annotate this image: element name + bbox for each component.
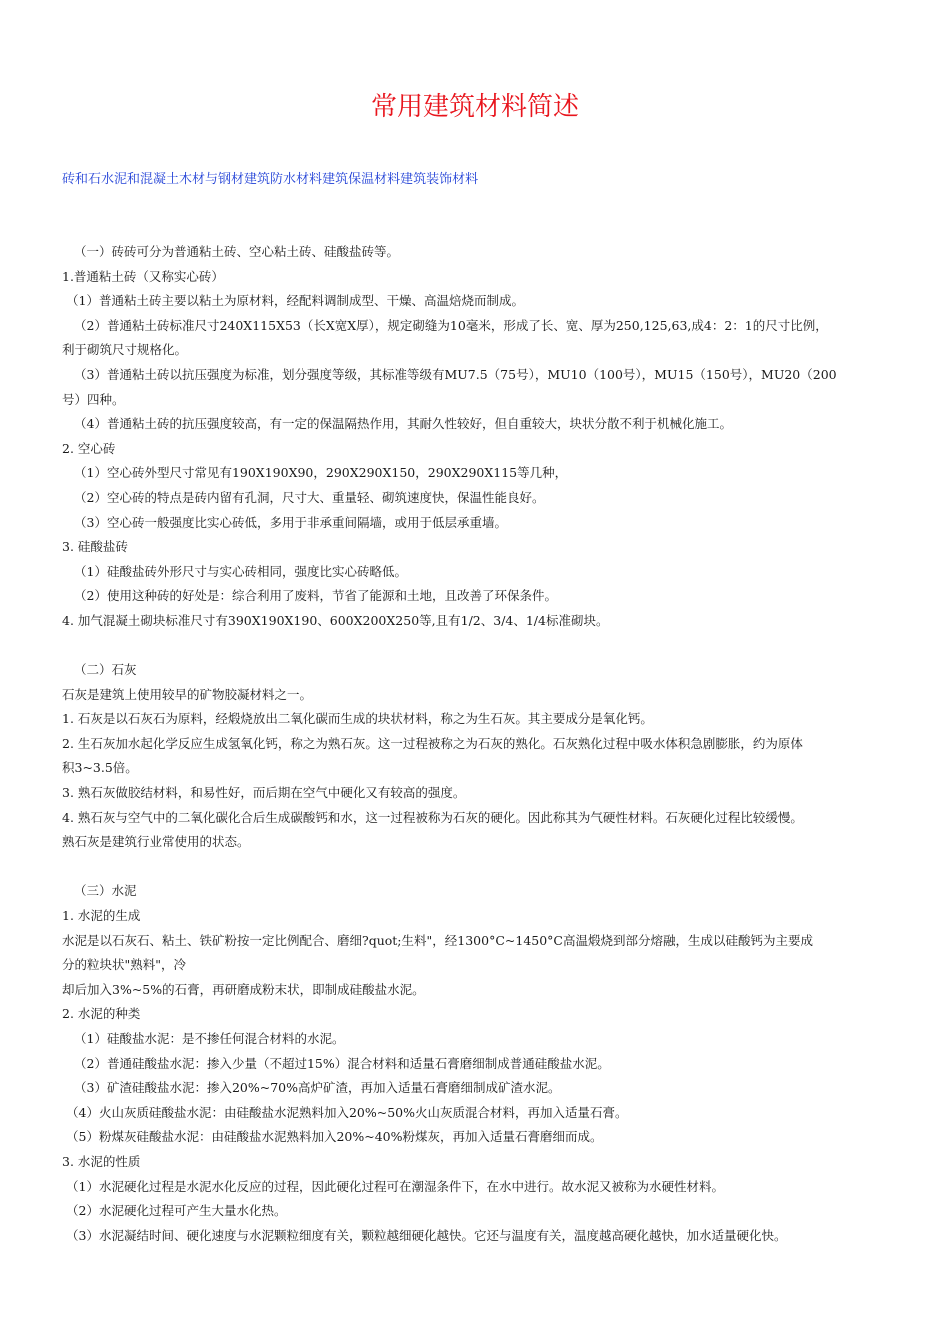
text-line: （2）使用这种砖的好处是：综合利用了废料，节省了能源和土地，且改善了环保条件。 — [74, 588, 557, 604]
nav-link-decoration[interactable]: 建筑装饰材料 — [400, 172, 479, 187]
text-line: （1）普通粘土砖主要以粘土为原材料，经配料调制成型、干燥、高温焙烧而制成。 — [66, 293, 524, 309]
text-line: （3）水泥凝结时间、硬化速度与水泥颗粒细度有关，颗粒越细硬化越快。它还与温度有关，温度越高硬化越快，加水适量硬化快。 — [66, 1227, 787, 1243]
text-line: （1）硅酸盐水泥：是不掺任何混合材料的水泥。 — [74, 1031, 345, 1046]
document-body — [62, 240, 892, 1248]
nav-link-insulation[interactable]: 建筑保温材料 — [322, 172, 401, 187]
text-line: （2）普通粘土砖标准尺寸240X115X53（长X宽X厚），规定砌缝为10毫米，形成了长、宽、厚为250,125,63,成4：2：1的尺寸比例， — [74, 317, 828, 333]
text-line: 4. 加气混凝土砌块标准尺寸有390X190X190、600X200X250等,且有1/2、3/4、1/4标准砌块。 — [62, 612, 609, 628]
text-line: 积3~3.5倍。 — [62, 760, 138, 776]
text-line: 3. 水泥的性质 — [62, 1153, 141, 1169]
paragraph-gap — [62, 855, 892, 880]
text-line: （2）普通硅酸盐水泥：掺入少量（不超过15%）混合材料和适量石膏磨细制成普通硅酸盐水泥。 — [74, 1055, 610, 1071]
text-line: 3. 熟石灰做胶结材料，和易性好，而后期在空气中硬化又有较高的强度。 — [62, 785, 466, 801]
text-line: （4）火山灰质硅酸盐水泥：由硅酸盐水泥熟料加入20%~50%火山灰质混合材料，再加入适量石膏。 — [66, 1104, 628, 1120]
text-line: 分的粒块状"熟料"，冷 — [62, 957, 186, 973]
text-line: 3. 硅酸盐砖 — [62, 539, 128, 555]
nav-link-waterproofing[interactable]: 建筑防水材料 — [244, 172, 323, 187]
text-line: （5）粉煤灰硅酸盐水泥：由硅酸盐水泥熟料加入20%~40%粉煤灰，再加入适量石膏磨细而成。 — [66, 1129, 603, 1145]
nav-link-wood-steel[interactable]: 木材与钢材 — [179, 172, 245, 187]
category-nav — [62, 168, 478, 187]
text-line: （3）空心砖一般强度比实心砖低，多用于非承重间隔墙，或用于低层承重墙。 — [74, 514, 507, 530]
text-line: （4）普通粘土砖的抗压强度较高，有一定的保温隔热作用，其耐久性较好，但自重较大，块状分散不利于机械化施工。 — [74, 416, 732, 432]
nav-link-cement-concrete[interactable]: 水泥和混凝土 — [101, 172, 180, 187]
text-line: （3）矿渣硅酸盐水泥：掺入20%~70%高炉矿渣，再加入适量石膏磨细制成矿渣水泥。 — [74, 1080, 561, 1096]
text-line: 1.普通粘土砖（又称实心砖） — [62, 268, 224, 284]
text-line: （三）水泥 — [74, 883, 137, 899]
text-line: （1）空心砖外型尺寸常见有190X190X90，290X290X150，290X290X115等几种， — [74, 465, 568, 481]
text-line: 2. 水泥的种类 — [62, 1006, 141, 1022]
text-line: （1）硅酸盐砖外形尺寸与实心砖相同，强度比实心砖略低。 — [74, 563, 407, 579]
text-line: （一）砖砖可分为普通粘土砖、空心粘土砖、硅酸盐砖等。 — [74, 244, 400, 259]
text-line: 石灰是建筑上使用较早的矿物胶凝材料之一。 — [62, 686, 313, 702]
text-line: （3）普通粘土砖以抗压强度为标准，划分强度等级，其标准等级有MU7.5（75号），MU10（100号），MU15（150号），MU20（200 — [74, 366, 837, 382]
text-line: （二）石灰 — [74, 662, 137, 678]
page-title: 常用建筑材料简述 — [370, 92, 579, 122]
text-line: 2. 生石灰加水起化学反应生成氢氧化钙，称之为熟石灰。这一过程被称之为石灰的熟化。石灰熟化过程中吸水体积急剧膨胀，约为原体 — [62, 735, 803, 751]
text-line: 2. 空心砖 — [62, 440, 116, 456]
paragraph-gap — [62, 634, 892, 659]
text-line: 1. 石灰是以石灰石为原料，经煅烧放出二氧化碳而生成的块状材料，称之为生石灰。其主要成分是氧化钙。 — [62, 711, 653, 727]
text-line: 却后加入3%~5%的石膏，再研磨成粉末状，即制成硅酸盐水泥。 — [62, 981, 425, 997]
text-line: 4. 熟石灰与空气中的二氧化碳化合后生成碳酸钙和水，这一过程被称为石灰的硬化。因此称其为气硬性材料。石灰硬化过程比较缓慢。 — [62, 809, 803, 825]
text-line: 利于砌筑尺寸规格化。 — [62, 342, 188, 358]
text-line: 1. 水泥的生成 — [62, 908, 141, 924]
text-line: （2）空心砖的特点是砖内留有孔洞，尺寸大、重量轻、砌筑速度快，保温性能良好。 — [74, 489, 545, 505]
text-line: 号）四种。 — [62, 391, 125, 407]
nav-link-brick-stone[interactable]: 砖和石 — [62, 172, 102, 187]
text-line: （2）水泥硬化过程可产生大量水化热。 — [66, 1203, 287, 1219]
text-line: 熟石灰是建筑行业常使用的状态。 — [62, 834, 250, 850]
text-line: （1）水泥硬化过程是水泥水化反应的过程，因此硬化过程可在潮湿条件下，在水中进行。故水泥又被称为水硬性材料。 — [66, 1178, 724, 1194]
text-line: 水泥是以石灰石、粘土、铁矿粉按一定比例配合、磨细?quot;生料"，经1300°C~1450°C高温煅烧到部分熔融，生成以硅酸钙为主要成 — [62, 932, 813, 948]
